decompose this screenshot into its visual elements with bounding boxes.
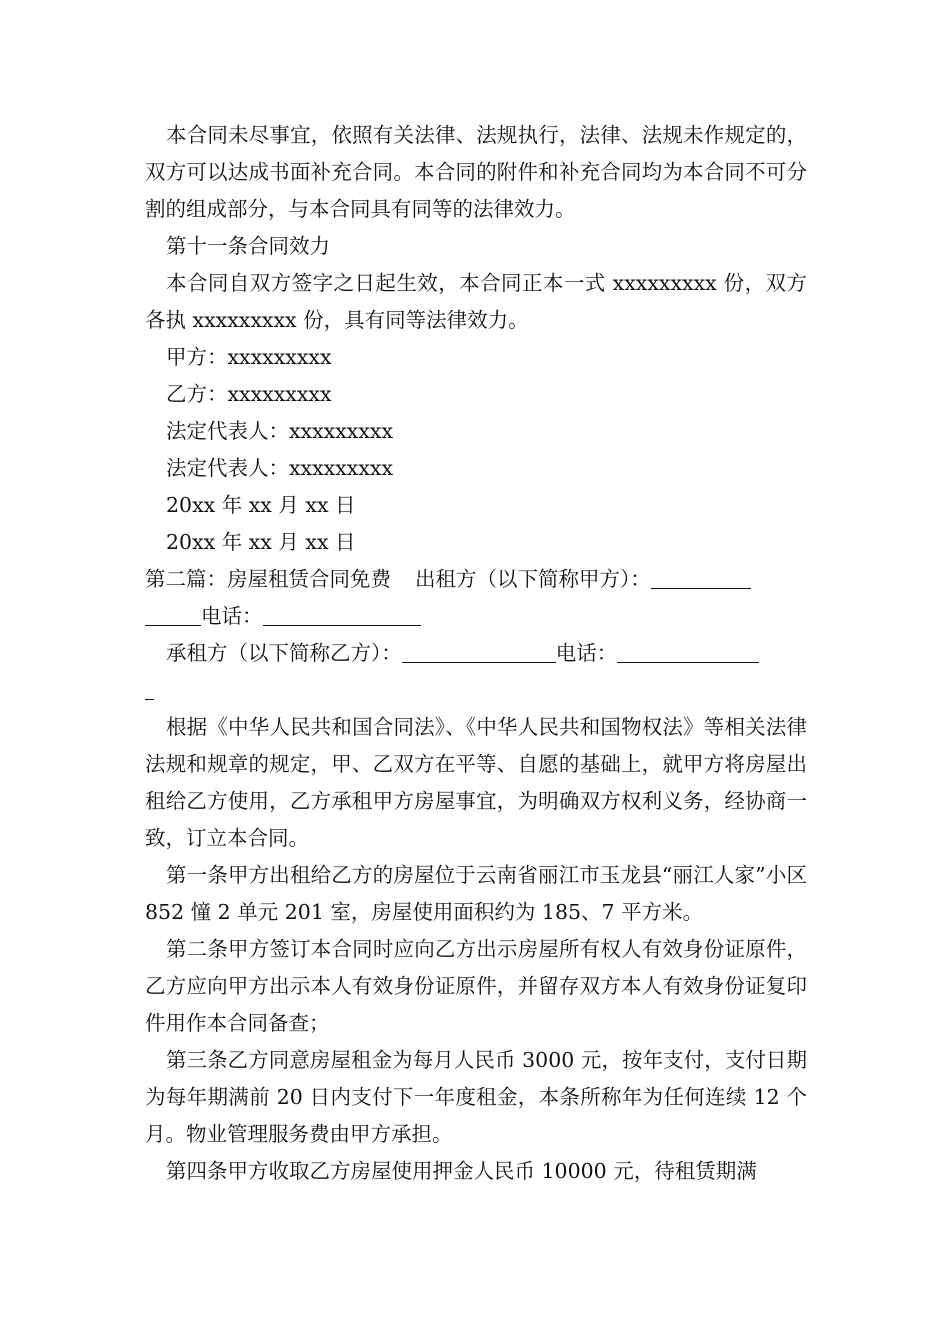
lessee-phone-blank bbox=[617, 640, 759, 663]
lessee-phone-label: 电话： bbox=[555, 641, 618, 665]
document-page bbox=[145, 117, 807, 1190]
signing-date-2: 20xx 年 xx 月 xx 日 bbox=[166, 530, 356, 554]
article-1-property-location: 第一条甲方出租给乙方的房屋位于云南省丽江市玉龙县“丽江人家”小区 852 憧 2 单元 201 室，房屋使用面积约为 185、7 平方米。 bbox=[145, 863, 807, 924]
lessor-name-blank bbox=[651, 566, 751, 589]
lessee-phone-continued-line bbox=[145, 672, 807, 709]
lessee-name-blank bbox=[402, 640, 556, 663]
paragraph-supplementary-terms: 本合同未尽事宜，依照有关法律、法规执行，法律、法规未作规定的，双方可以达成书面补充合同。本合同的附件和补充合同均为本合同不可分割的组成部分，与本合同具有同等的法律效力。 bbox=[145, 123, 807, 221]
lessor-name-blank-continued bbox=[145, 603, 201, 626]
article-11-title: 第十一条合同效力 bbox=[166, 234, 330, 258]
lessor-phone-label: 电话： bbox=[201, 604, 263, 628]
lessor-label: 出租方（以下简称甲方）： bbox=[415, 567, 651, 591]
part-two-heading: 第二篇：房屋租赁合同免费 bbox=[145, 567, 391, 591]
signing-date-1: 20xx 年 xx 月 xx 日 bbox=[166, 493, 356, 517]
party-b-signature: 乙方：xxxxxxxxx bbox=[166, 382, 332, 406]
paragraph-contract-effect: 本合同自双方签字之日起生效，本合同正本一式 xxxxxxxxx 份，双方各执 xxxxxxxxx 份，具有同等法律效力。 bbox=[145, 271, 807, 332]
article-3-rent-payment: 第三条乙方同意房屋租金为每月人民币 3000 元，按年支付，支付日期为每年期满前 20 日内支付下一年度租金，本条所称年为任何连续 12 个月。物业管理服务费由甲方承担。 bbox=[145, 1048, 807, 1146]
lessee-phone-blank-continued bbox=[145, 677, 154, 700]
lessor-line bbox=[145, 561, 807, 598]
lessor-phone-line bbox=[145, 598, 807, 635]
paragraph-legal-basis: 根据《中华人民共和国合同法》、《中华人民共和国物权法》等相关法律法规和规章的规定，甲、乙双方在平等、自愿的基础上，就甲方将房屋出租给乙方使用，乙方承租甲方房屋事宜，为明确双方权利义务，经协商一致，订立本合同。 bbox=[145, 715, 807, 850]
lessee-line bbox=[145, 635, 807, 672]
party-a-signature: 甲方：xxxxxxxxx bbox=[166, 345, 332, 369]
lessor-phone-blank bbox=[263, 603, 421, 626]
lessee-label: 承租方（以下简称乙方）： bbox=[166, 641, 402, 665]
article-4-deposit: 第四条甲方收取乙方房屋使用押金人民币 10000 元，待租赁期满 bbox=[166, 1159, 757, 1183]
legal-representative-2: 法定代表人：xxxxxxxxx bbox=[166, 456, 394, 480]
article-2-identity-verification: 第二条甲方签订本合同时应向乙方出示房屋所有权人有效身份证原件，乙方应向甲方出示本人有效身份证原件，并留存双方本人有效身份证复印件用作本合同备查； bbox=[145, 937, 807, 1035]
legal-representative-1: 法定代表人：xxxxxxxxx bbox=[166, 419, 394, 443]
